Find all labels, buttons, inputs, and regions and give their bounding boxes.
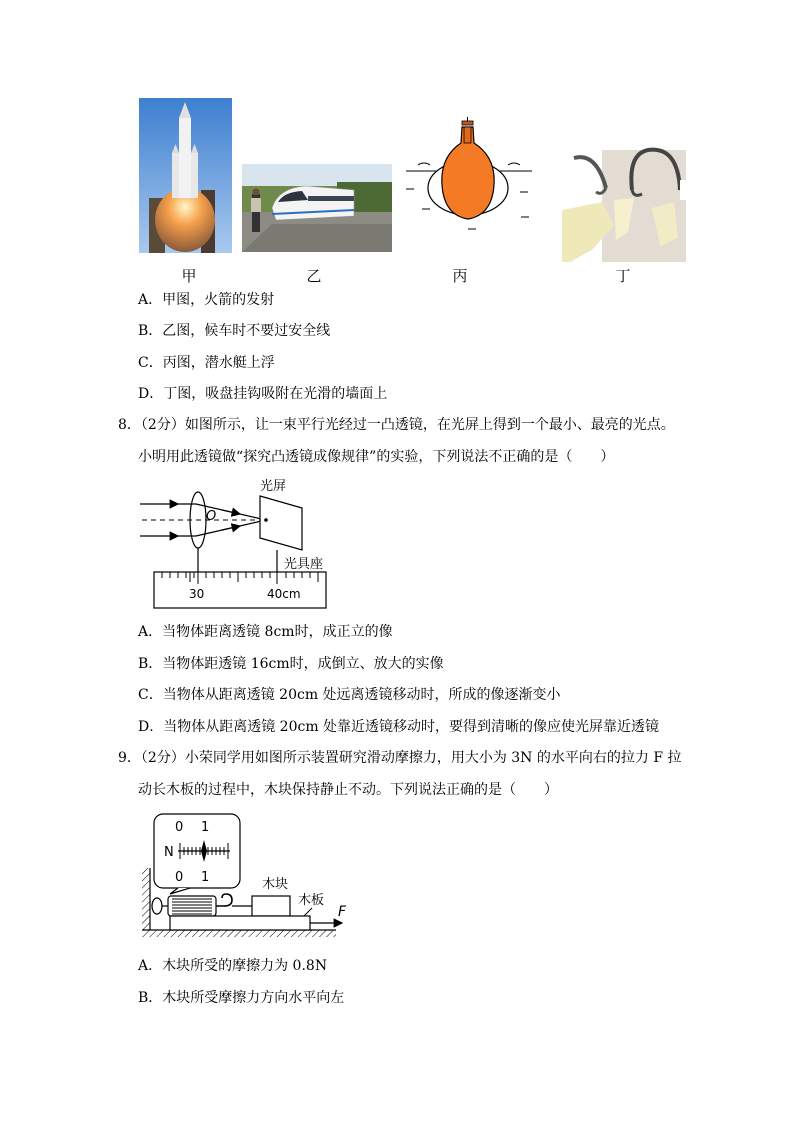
- ruler-label-40cm: 40cm: [267, 587, 301, 601]
- caption-yi: 乙: [306, 267, 322, 285]
- lens-center-label: O: [206, 509, 217, 524]
- q8-option-b: B．当物体距透镜 16cm时，成倒立、放大的实像: [138, 656, 444, 672]
- board-label: 木板: [298, 893, 325, 908]
- q7-option-c: C．丙图，潜水艇上浮: [138, 355, 275, 371]
- submarine-diagram: [404, 115, 534, 237]
- friction-experiment-diagram: [140, 812, 352, 942]
- q9-stem-line2: 动长木板的过程中，木块保持静止不动。下列说法正确的是（ ）: [138, 782, 558, 798]
- q8-stem-line2: 小明用此透镜做“探究凸透镜成像规律”的实验，下列说法不正确的是（ ）: [138, 449, 615, 465]
- convex-lens-diagram: [136, 472, 336, 612]
- caption-bing: 丙: [452, 267, 468, 285]
- ruler-label-30: 30: [189, 587, 205, 601]
- q8-stem-line1: 8．（2分）如图所示，让一束平行光经过一凸透镜，在光屏上得到一个最小、最亮的光点。: [118, 417, 675, 433]
- force-f-label: F: [338, 904, 347, 920]
- dial-0-top: 0: [175, 820, 184, 835]
- q7-option-d: D．丁图，吸盘挂钩吸附在光滑的墙面上: [138, 386, 388, 402]
- q8-option-a: A．当物体距离透镜 8cm时，成正立的像: [138, 624, 393, 640]
- caption-jia: 甲: [181, 267, 197, 285]
- block-label: 木块: [262, 877, 289, 892]
- dial-unit-n: N: [164, 845, 174, 860]
- suction-hook-image: [562, 140, 686, 262]
- q8-option-d: D．当物体从距离透镜 20cm 处靠近透镜移动时，要得到清晰的像应使光屏靠近透镜: [138, 719, 660, 735]
- dial-1-bottom: 1: [201, 870, 210, 885]
- screen-label: 光屏: [260, 479, 287, 494]
- dial-1-top: 1: [201, 820, 210, 835]
- rocket-launch-image: [139, 98, 232, 253]
- q7-option-b: B．乙图，候车时不要过安全线: [138, 323, 331, 339]
- q8-option-c: C．当物体从距离透镜 20cm 处远离透镜移动时，所成的像逐渐变小: [138, 687, 561, 703]
- optical-bench-label: 光具座: [284, 557, 324, 572]
- high-speed-train-image: [242, 164, 392, 252]
- q9-option-a: A．木块所受的摩擦力为 0.8N: [138, 958, 328, 974]
- caption-ding: 丁: [615, 267, 631, 285]
- dial-0-bottom: 0: [175, 870, 184, 885]
- q9-stem-line1: 9．（2分）小荣同学用如图所示装置研究滑动摩擦力，用大小为 3N 的水平向右的拉力 F 拉: [118, 750, 682, 766]
- q7-option-a: A．甲图，火箭的发射: [138, 292, 275, 308]
- q9-option-b: B．木块所受摩擦力方向水平向左: [138, 990, 345, 1006]
